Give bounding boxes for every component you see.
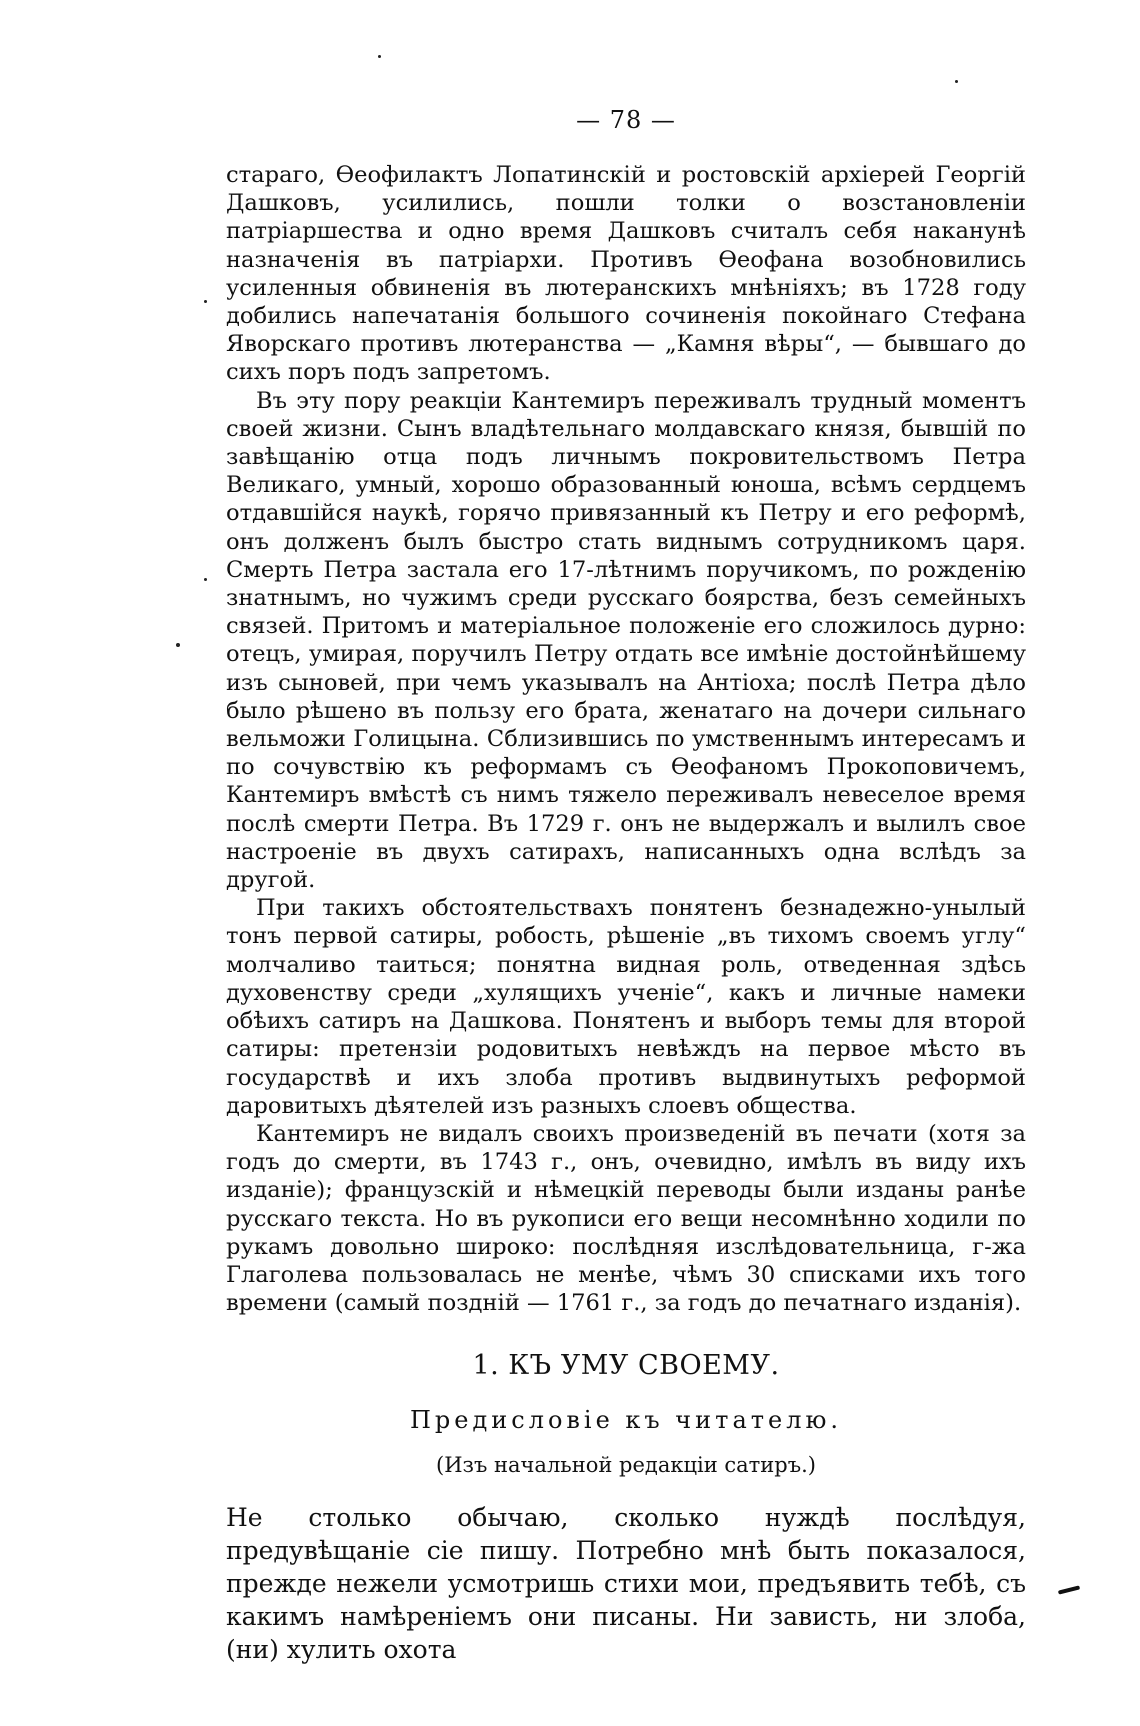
section-title: 1. КЪ УМУ СВОЕМУ.	[472, 1350, 780, 1382]
book-page	[226, 105, 1026, 1666]
print-speck	[204, 578, 207, 581]
paragraph-1: стараго, Өеофилактъ Лопатинскій и ростовскій архіерей Георгій Дашковъ, усилились, пошли толки о возстановленіи патріаршества и одно время Дашковъ считалъ себя наканунѣ назначенія въ патріархи. Противъ Өеофана возобновились усиленныя обвиненія въ лютеранскихъ мнѣніяхъ; въ 1728 году добились напечатанія большого сочиненія покойнаго Стефана Яворскаго противъ лютеранства — „Камня вѣры“, — бывшаго до сихъ поръ подъ запретомъ.	[226, 162, 1026, 386]
paragraph-2: Въ эту пору реакціи Кантемиръ переживалъ трудный моментъ своей жизни. Сынъ владѣтельнаго молдавскаго князя, бывшій по завѣщанію отца подъ личнымъ покровительствомъ Петра Великаго, умный, хорошо образованный юноша, всѣмъ сердцемъ отдавшійся наукѣ, горячо привязанный къ Петру и его реформѣ, онъ долженъ былъ быстро стать виднымъ сотрудникомъ царя. Смерть Петра застала его 17-лѣтнимъ поручикомъ, по рожденію знатнымъ, но чужимъ среди русскаго боярства, безъ семейныхъ связей. Притомъ и матеріальное положеніе его сложилось дурно: отецъ, умирая, поручилъ Петру отдать все имѣніе достойнѣйшему изъ сыновей, при чемъ указывалъ на Антіоха; послѣ Петра дѣло было рѣшено въ пользу его брата, женатаго на дочери сильнаго вельможи Голицына. Сблизившись по умственнымъ интересамъ и по сочувствію къ реформамъ съ Өеофаномъ Прокоповичемъ, Кантемиръ вмѣстѣ съ нимъ тяжело переживалъ невеселое время послѣ смерти Петра. Въ 1729 г. онъ не выдержалъ и вылилъ свое настроеніе въ двухъ сатирахъ, написанныхъ одна вслѣдъ за другой.	[226, 387, 1026, 894]
page-number: — 78 —	[576, 106, 676, 134]
print-speck	[176, 643, 180, 647]
print-speck	[204, 300, 207, 303]
subtitle: Предисловіе къ читателю.	[409, 1406, 843, 1435]
ink-mark	[1058, 1585, 1080, 1594]
print-speck	[955, 80, 958, 83]
paragraph-4: Кантемиръ не видалъ своихъ произведеній въ печати (хотя за годъ до смерти, въ 1743 г., онъ, очевидно, имѣлъ въ виду ихъ изданіе); французскій и нѣмецкій переводы были изданы ранѣе русскаго текста. Но въ рукописи его вещи несомнѣнно ходили по рукамъ довольно широко: послѣдняя изслѣдовательница, г-жа Глаголева пользовалась не менѣе, чѣмъ 30 списками ихъ того времени (самый поздній — 1761 г., за годъ до печатнаго изданія).	[226, 1120, 1026, 1317]
preface-text: Не столько обычаю, сколько нуждѣ послѣдуя, предувѣщаніе сіе пишу. Потребно мнѣ быть показалося, прежде нежели усмотришь стихи мои, предъявить тебѣ, съ какимъ намѣреніемъ они писаны. Ни зависть, ни злоба, (ни) хулить охота	[226, 1503, 1026, 1665]
paragraph-3: При такихъ обстоятельствахъ понятенъ безнадежно-унылый тонъ первой сатиры, робость, рѣшеніе „въ тихомъ своемъ углу“ молчаливо таиться; понятна видная роль, отведенная здѣсь духовенству среди „хулящихъ ученіе“, какъ и личные намеки обѣихъ сатиръ на Дашкова. Понятенъ и выборъ темы для второй сатиры: претензіи родовитыхъ невѣждъ на первое мѣсто въ государствѣ и ихъ злоба противъ выдвинутыхъ реформой даровитыхъ дѣятелей изъ разныхъ слоевъ общества.	[226, 895, 1026, 1119]
print-speck	[378, 55, 381, 58]
subsubtitle: (Изъ начальной редакціи сатиръ.)	[436, 1453, 816, 1478]
